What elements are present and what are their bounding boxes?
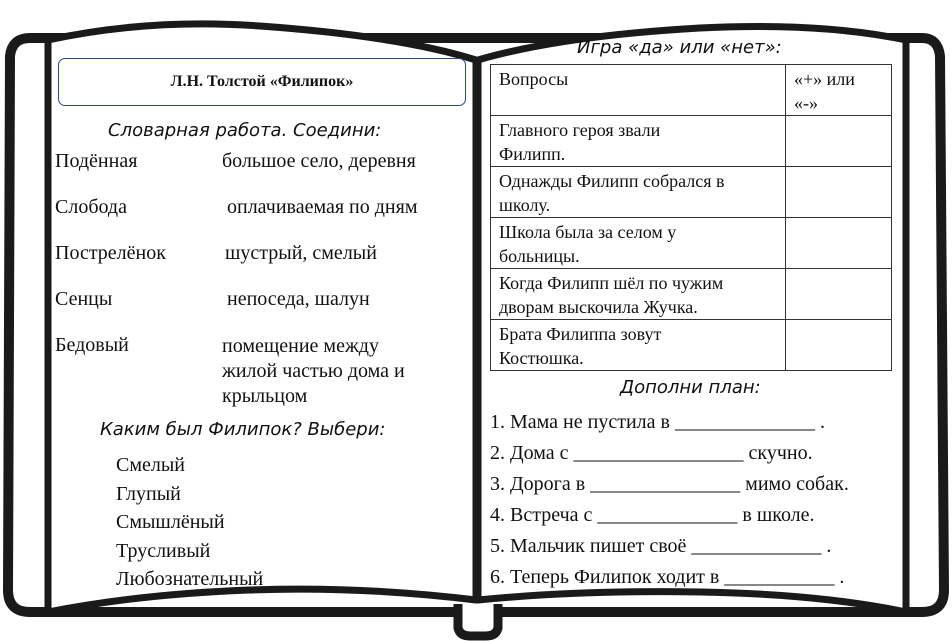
plan-item[interactable]: 4. Встреча с ______________ в школе. <box>490 504 815 526</box>
question-line: Школа была за селом у <box>499 222 677 242</box>
vocab-word: Сенцы <box>55 288 113 310</box>
question-cell <box>491 116 786 167</box>
header-text: «-» <box>794 93 818 113</box>
question-line: Брата Филиппа зовут <box>499 324 662 344</box>
vocab-meaning-line: помещение между <box>222 335 379 357</box>
table-header-answer <box>786 65 892 116</box>
answer-cell[interactable] <box>786 320 892 371</box>
answer-cell[interactable] <box>786 218 892 269</box>
question-cell <box>491 218 786 269</box>
answer-cell[interactable] <box>786 116 892 167</box>
vocab-meaning-line: крыльцом <box>222 385 308 407</box>
vocab-meaning-line: жилой частью дома и <box>222 360 405 382</box>
table-row <box>491 320 892 371</box>
trait-option[interactable] <box>86 537 263 566</box>
plan-item[interactable]: 1. Мама не пустила в ______________ . <box>490 411 825 433</box>
yes-no-table <box>490 64 892 371</box>
question-line: Однажды Филипп собрался в <box>499 171 725 191</box>
plan-item[interactable]: 5. Мальчик пишет своё _____________ . <box>490 535 832 557</box>
vocab-meaning: непоседа, шалун <box>227 288 370 310</box>
question-line: Филипп. <box>499 144 566 164</box>
trait-options-list <box>86 451 263 594</box>
header-text: «+» или <box>794 69 855 89</box>
vocab-meaning: шустрый, смелый <box>225 242 377 264</box>
trait-option[interactable] <box>86 451 263 480</box>
vocab-word: Пострелёнок <box>55 242 166 264</box>
question-cell <box>491 320 786 371</box>
trait-option-label: Глупый <box>116 482 181 505</box>
answer-cell[interactable] <box>786 269 892 320</box>
trait-option-label: Трусливый <box>116 539 211 562</box>
question-cell <box>491 167 786 218</box>
worksheet-title <box>58 58 466 106</box>
table-header-row <box>491 65 892 116</box>
trait-option[interactable] <box>86 480 263 509</box>
question-cell <box>491 269 786 320</box>
choose-heading: Каким был Филипок? Выбери: <box>100 419 386 440</box>
worksheet-title-text: Л.Н. Толстой «Филипок» <box>170 73 354 90</box>
trait-option[interactable] <box>86 565 263 594</box>
trait-option-label: Смышлёный <box>116 511 225 533</box>
question-line: Главного героя звали <box>499 120 661 140</box>
vocab-word: Подённая <box>55 150 138 172</box>
question-line: Когда Филипп шёл по чужим <box>499 273 724 293</box>
header-text: Вопросы <box>499 69 569 89</box>
table-header-questions <box>491 65 786 116</box>
game-heading: Игра «да» или «нет»: <box>577 37 782 58</box>
vocab-meaning <box>222 334 405 409</box>
table-row <box>491 116 892 167</box>
plan-list <box>490 407 849 593</box>
plan-item[interactable]: 2. Дома с _________________ скучно. <box>490 442 813 464</box>
table-row <box>491 167 892 218</box>
trait-option-label: Смелый <box>116 454 185 476</box>
table-row <box>491 218 892 269</box>
vocab-meaning: большое село, деревня <box>222 150 416 172</box>
trait-option-label: Любознательный <box>116 568 264 590</box>
question-line: Костюшка. <box>499 348 584 368</box>
plan-item[interactable]: 3. Дорога в _______________ мимо собак. <box>490 473 849 495</box>
answer-cell[interactable] <box>786 167 892 218</box>
plan-heading: Дополни план: <box>620 377 761 398</box>
question-line: дворам выскочила Жучка. <box>499 297 698 317</box>
question-line: больницы. <box>499 246 580 266</box>
vocab-meaning: оплачиваемая по дням <box>227 196 418 218</box>
vocab-heading: Словарная работа. Соедини: <box>108 120 382 141</box>
vocab-word: Слобода <box>55 196 127 218</box>
trait-option[interactable] <box>86 508 263 537</box>
table-row <box>491 269 892 320</box>
plan-item[interactable]: 6. Теперь Филипок ходит в ___________ . <box>490 566 845 588</box>
vocab-word: Бедовый <box>55 334 129 356</box>
question-line: школу. <box>499 195 551 215</box>
